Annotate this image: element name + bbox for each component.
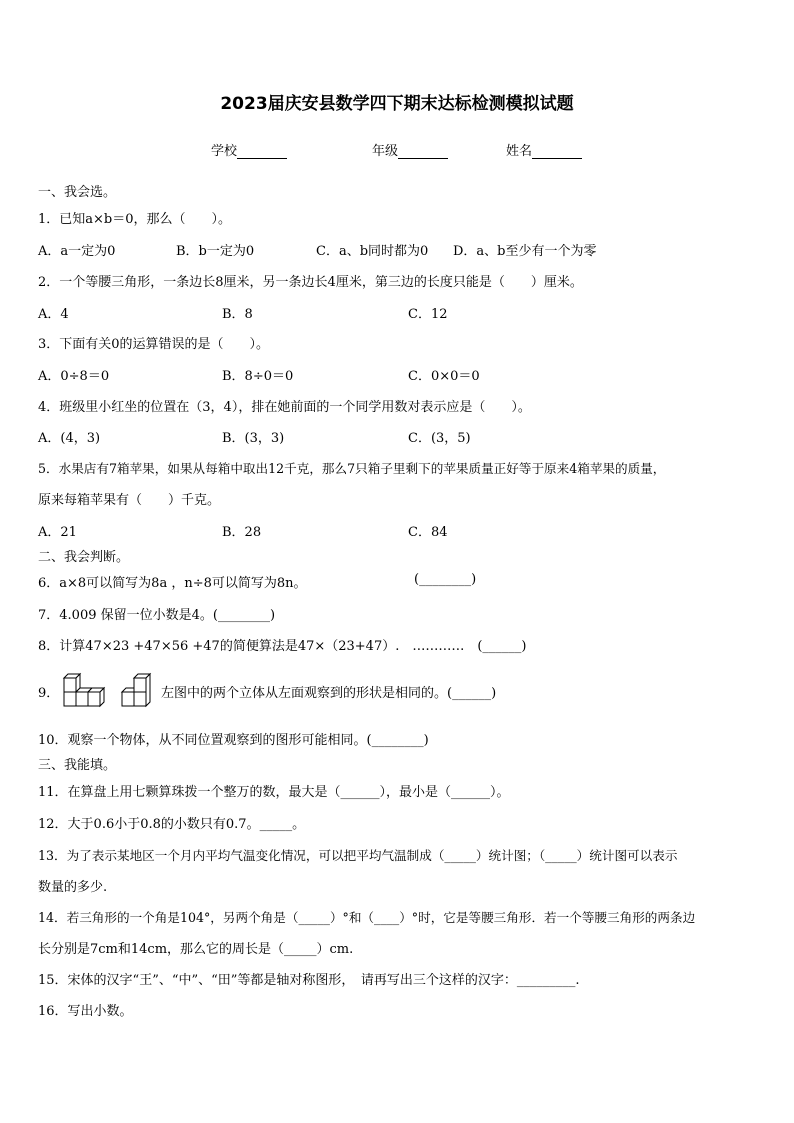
q2-option-b[interactable]: B．8	[222, 307, 253, 322]
section-heading-3: 三、我能填。	[38, 758, 117, 773]
question-7: 7．4.009 保留一位小数是4。(________)	[38, 608, 276, 623]
school-blank[interactable]	[237, 145, 287, 159]
cube-figures-image	[60, 670, 160, 708]
question-6	[38, 572, 760, 591]
school-field	[211, 140, 287, 159]
question-12: 12．大于0.6小于0.8的小数只有0.7。_____。	[38, 817, 306, 832]
q3-option-b[interactable]: B．8÷0＝0	[222, 369, 294, 384]
q2-option-a[interactable]: A．4	[38, 307, 69, 322]
q1-option-d[interactable]: D．a、b至少有一个为零	[453, 244, 597, 259]
page-title: 2023届庆安县数学四下期末达标检测模拟试题	[220, 94, 574, 114]
question-9-number: 9．	[38, 686, 60, 701]
q4-option-c[interactable]: C．(3，5)	[408, 431, 471, 446]
question-3: 3．下面有关0的运算错误的是（ ）。	[38, 337, 270, 352]
school-label: 学校	[211, 144, 238, 159]
question-1: 1．已知a×b＝0，那么（ ）。	[38, 212, 232, 227]
q4-option-a[interactable]: A．(4，3)	[38, 431, 101, 446]
q5-option-b[interactable]: B．28	[222, 525, 262, 540]
grade-blank[interactable]	[398, 145, 448, 159]
grade-field	[372, 140, 448, 159]
q5-option-c[interactable]: C．84	[408, 525, 448, 540]
question-8: 8．计算47×23 +47×56 +47的简便算法是47×（23+47）. ………… (______)	[38, 639, 527, 654]
question-2: 2．一个等腰三角形，一条边长8厘米，另一条边长4厘米，第三边的长度只能是（ ）厘米。	[38, 275, 583, 290]
question-6-text: 6．a×8可以简写为8a ，n÷8可以简写为8n。	[38, 576, 307, 591]
section-heading-1: 一、我会选。	[38, 185, 117, 200]
question-5-line-1: 5．水果店有7箱苹果，如果从每箱中取出12千克，那么7只箱子里剩下的苹果质量正好等于原来4箱苹果的质量，	[38, 461, 666, 476]
q4-option-b[interactable]: B．(3，3)	[222, 431, 285, 446]
question-4: 4．班级里小红坐的位置在（3，4），排在她前面的一个同学用数对表示应是（ ）。	[38, 400, 531, 415]
question-13-line-1: 13．为了表示某地区一个月内平均气温变化情况，可以把平均气温制成（_____）统计图；（_____）统计图可以表示	[38, 848, 678, 863]
question-6-blank[interactable]: (________)	[414, 572, 477, 587]
question-14-line-2: 长分别是7cm和14cm，那么它的周长是（_____）cm.	[38, 942, 354, 957]
question-9-text: 左图中的两个立体从左面观察到的形状是相同的。(______)	[161, 686, 497, 701]
question-5-line-2: 原来每箱苹果有（ ）千克。	[38, 493, 221, 508]
q3-option-a[interactable]: A．0÷8＝0	[38, 369, 110, 384]
question-14-line-1: 14．若三角形的一个角是104°，另两个角是（_____）°和（____）°时，它是等腰三角形．若一个等腰三角形的两条边	[38, 910, 696, 925]
grade-label: 年级	[372, 144, 399, 159]
q1-option-c[interactable]: C．a、b同时都为0	[316, 244, 429, 259]
name-field	[506, 140, 582, 159]
question-16: 16．写出小数。	[38, 1004, 133, 1019]
question-11: 11．在算盘上用七颗算珠拨一个整万的数，最大是（______），最小是（______）。	[38, 785, 510, 800]
q3-option-c[interactable]: C．0×0＝0	[408, 369, 480, 384]
q2-option-c[interactable]: C．12	[408, 307, 448, 322]
question-10: 10．观察一个物体，从不同位置观察到的图形可能相同。(________)	[38, 733, 429, 748]
q1-option-b[interactable]: B．b一定为0	[176, 244, 255, 259]
question-13-line-2: 数量的多少.	[38, 880, 108, 895]
section-heading-2: 二、我会判断。	[38, 550, 130, 565]
q5-option-a[interactable]: A．21	[38, 525, 77, 540]
question-15: 15．宋体的汉字“王”、“中”、“田”等都是轴对称图形， 请再写出三个这样的汉字：_________.	[38, 973, 580, 988]
name-label: 姓名	[506, 144, 533, 159]
name-blank[interactable]	[532, 145, 582, 159]
q1-option-a[interactable]: A．a一定为0	[38, 244, 116, 259]
